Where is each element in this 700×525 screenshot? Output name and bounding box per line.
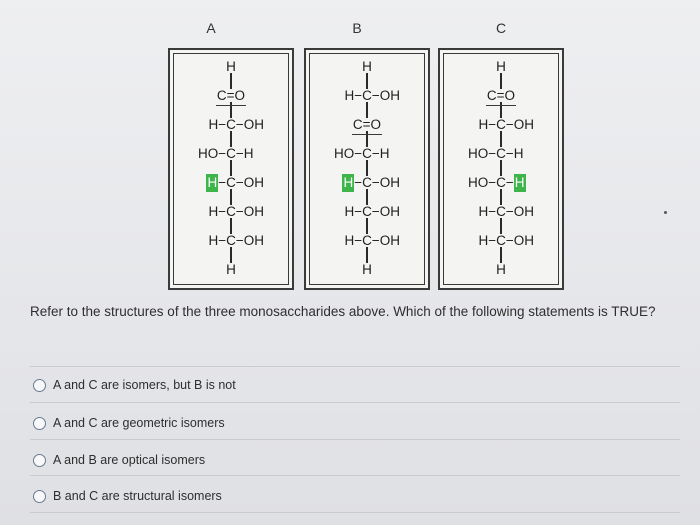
- divider: [30, 366, 680, 367]
- carbonyl-group: C=O: [352, 116, 382, 135]
- substituent-left: H: [344, 88, 355, 103]
- fischer-row: [226, 58, 236, 76]
- fischer-row: [208, 203, 264, 221]
- substituent-right: H: [243, 146, 254, 161]
- substituent-right: OH: [379, 175, 401, 190]
- bond-dash: −: [371, 88, 380, 103]
- bond-dash: −: [218, 175, 227, 190]
- bond-dash: −: [371, 175, 380, 190]
- bond-dash: −: [488, 117, 497, 132]
- bond-dash: −: [235, 233, 244, 248]
- structure-label-a: A: [206, 20, 216, 36]
- atom-label: H: [496, 262, 506, 277]
- carbon-atom: C: [496, 117, 506, 132]
- substituent-left: HO: [467, 146, 489, 161]
- answer-option-2[interactable]: [33, 413, 225, 433]
- bond-line: [500, 189, 501, 205]
- radio-button[interactable]: [33, 417, 46, 430]
- carbon-atom: C: [362, 175, 372, 190]
- bond-dash: −: [488, 146, 497, 161]
- bond-dash: −: [218, 146, 227, 161]
- carbon-atom: C: [496, 204, 506, 219]
- bond-line: [500, 218, 501, 234]
- carbon-atom: C: [362, 146, 372, 161]
- substituent-left: H: [478, 117, 489, 132]
- bond-dash: −: [505, 204, 514, 219]
- bond-dash: −: [218, 204, 227, 219]
- atom-label: H: [226, 262, 236, 277]
- bond-dash: −: [505, 146, 514, 161]
- bond-line: [366, 102, 367, 118]
- question-text: Refer to the structures of the three monosaccharides above. Which of the following statements is TRUE?: [30, 304, 656, 319]
- fischer-row: [486, 87, 516, 105]
- fischer-row: [468, 174, 526, 192]
- substituent-right: OH: [379, 88, 401, 103]
- fischer-row: [496, 261, 506, 279]
- fischer-row: [468, 145, 524, 163]
- carbon-atom: C: [496, 233, 506, 248]
- bond-dash: −: [235, 146, 244, 161]
- bond-line: [230, 189, 231, 205]
- bond-line: [366, 218, 367, 234]
- substituent-right: H: [514, 175, 525, 190]
- atom-label: H: [226, 59, 236, 74]
- bond-dash: −: [488, 233, 497, 248]
- substituent-left: H: [343, 175, 354, 190]
- fischer-row: [206, 174, 264, 192]
- carbon-atom: C: [496, 146, 506, 161]
- substituent-right: OH: [243, 117, 265, 132]
- bond-line: [366, 131, 367, 147]
- substituent-right: OH: [243, 175, 265, 190]
- divider: [30, 475, 680, 476]
- fischer-row: [362, 58, 372, 76]
- stray-mark: [664, 211, 667, 214]
- bond-dash: −: [354, 204, 363, 219]
- atom-label: H: [496, 59, 506, 74]
- bond-dash: −: [505, 175, 514, 190]
- substituent-left: H: [208, 233, 219, 248]
- fischer-row: [344, 87, 400, 105]
- answer-option-4[interactable]: [33, 486, 222, 506]
- fischer-row: [208, 116, 264, 134]
- bond-dash: −: [505, 233, 514, 248]
- carbon-atom: C: [362, 88, 372, 103]
- bond-dash: −: [354, 233, 363, 248]
- substituent-left: H: [478, 204, 489, 219]
- structure-frame-a: [168, 48, 294, 290]
- substituent-right: OH: [379, 204, 401, 219]
- divider: [30, 512, 680, 513]
- substituent-left: HO: [197, 146, 219, 161]
- divider: [30, 402, 680, 403]
- bond-dash: −: [235, 117, 244, 132]
- bond-dash: −: [488, 204, 497, 219]
- fischer-row: [198, 145, 254, 163]
- substituent-left: HO: [333, 146, 355, 161]
- bond-line: [366, 189, 367, 205]
- bond-line: [230, 247, 231, 263]
- bond-line: [500, 247, 501, 263]
- substituent-left: H: [344, 204, 355, 219]
- bond-dash: −: [371, 146, 380, 161]
- fischer-row: [216, 87, 246, 105]
- answer-option-label: A and C are geometric isomers: [53, 416, 225, 430]
- bond-dash: −: [218, 233, 227, 248]
- answer-option-label: A and C are isomers, but B is not: [53, 378, 236, 392]
- structure-label-b: B: [352, 20, 362, 36]
- bond-dash: −: [371, 204, 380, 219]
- bond-line: [230, 73, 231, 89]
- substituent-right: H: [513, 146, 524, 161]
- atom-label: H: [362, 59, 372, 74]
- substituent-left: H: [207, 175, 218, 190]
- fischer-row: [344, 232, 400, 250]
- bond-dash: −: [235, 175, 244, 190]
- substituent-right: OH: [243, 233, 265, 248]
- bond-line: [230, 102, 231, 118]
- answer-option-3[interactable]: [33, 450, 205, 470]
- bond-dash: −: [488, 175, 497, 190]
- structure-label-c: C: [495, 20, 507, 36]
- fischer-row: [226, 261, 236, 279]
- fischer-row: [478, 203, 534, 221]
- substituent-left: H: [478, 233, 489, 248]
- substituent-left: H: [208, 117, 219, 132]
- radio-button[interactable]: [33, 379, 46, 392]
- carbonyl-group: C=O: [216, 87, 246, 106]
- fischer-row: [478, 232, 534, 250]
- fischer-row: [342, 174, 400, 192]
- carbon-atom: C: [362, 204, 372, 219]
- substituent-right: H: [379, 146, 390, 161]
- structure-frame-b: [304, 48, 430, 290]
- substituent-left: H: [344, 233, 355, 248]
- fischer-row: [362, 261, 372, 279]
- bond-dash: −: [505, 117, 514, 132]
- fischer-row: [478, 116, 534, 134]
- substituent-right: OH: [513, 117, 535, 132]
- fischer-row: [496, 58, 506, 76]
- carbon-atom: C: [226, 233, 236, 248]
- substituent-right: OH: [379, 233, 401, 248]
- bond-dash: −: [218, 117, 227, 132]
- substituent-left: HO: [467, 175, 489, 190]
- carbon-atom: C: [496, 175, 506, 190]
- carbon-atom: C: [226, 146, 236, 161]
- substituent-right: OH: [243, 204, 265, 219]
- bond-dash: −: [371, 233, 380, 248]
- substituent-right: OH: [513, 233, 535, 248]
- fischer-row: [334, 145, 390, 163]
- carbon-atom: C: [226, 117, 236, 132]
- bond-dash: −: [354, 175, 363, 190]
- bond-line: [500, 131, 501, 147]
- carbon-atom: C: [226, 175, 236, 190]
- divider: [30, 439, 680, 440]
- bond-line: [500, 73, 501, 89]
- radio-button[interactable]: [33, 490, 46, 503]
- bond-dash: −: [354, 88, 363, 103]
- substituent-left: H: [208, 204, 219, 219]
- bond-line: [500, 102, 501, 118]
- carbonyl-group: C=O: [486, 87, 516, 106]
- bond-line: [366, 247, 367, 263]
- bond-line: [230, 131, 231, 147]
- answer-option-label: A and B are optical isomers: [53, 453, 206, 467]
- answer-option-label: B and C are structural isomers: [53, 489, 222, 503]
- substituent-right: OH: [513, 204, 535, 219]
- structure-frame-c: [438, 48, 564, 290]
- bond-line: [500, 160, 501, 176]
- bond-line: [230, 160, 231, 176]
- fischer-row: [208, 232, 264, 250]
- bond-line: [366, 73, 367, 89]
- atom-label: H: [362, 262, 372, 277]
- bond-dash: −: [235, 204, 244, 219]
- bond-line: [230, 218, 231, 234]
- fischer-row: [352, 116, 382, 134]
- fischer-row: [344, 203, 400, 221]
- carbon-atom: C: [226, 204, 236, 219]
- bond-dash: −: [354, 146, 363, 161]
- bond-line: [366, 160, 367, 176]
- radio-button[interactable]: [33, 454, 46, 467]
- answer-option-1[interactable]: [33, 375, 236, 395]
- carbon-atom: C: [362, 233, 372, 248]
